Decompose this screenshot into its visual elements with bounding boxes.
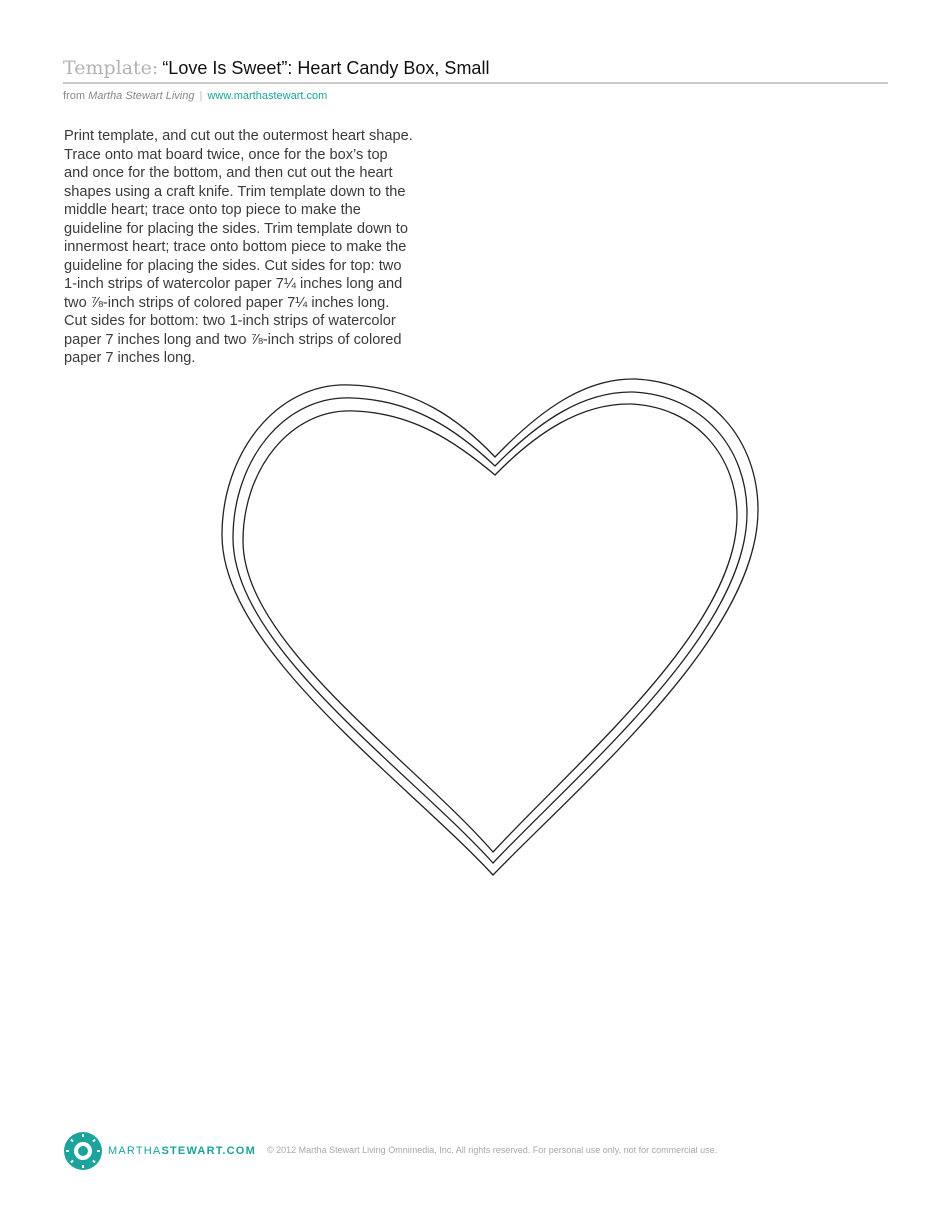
template-title: “Love Is Sweet”: Heart Candy Box, Small [162, 58, 490, 78]
brand-part-martha: MARTHA [108, 1145, 162, 1157]
instructions-block [64, 127, 414, 368]
source-separator: | [199, 90, 203, 102]
instructions-text: Print template, and cut out the outermost heart shape. Trace onto mat board twice, once for the box’s top and once for the bottom, and then cut out the heart shapes using a craft knife. Trim template down to the middle heart; trace onto top piece to make the guideline for placing the sides. Trim template down to innermost heart; trace onto bottom piece to make the guideline for placing the sides. Cut sides for top: two 1-inch strips of watercolor paper 7¼ inches long and two ⅞-inch strips of colored paper 7¼ inches long. Cut sides for bottom: two 1-inch strips of watercolor paper 7 inches long and two ⅞-inch strips of colored paper 7 inches long. [64, 128, 413, 366]
copyright-notice: © 2012 Martha Stewart Living Omnimedia, Inc. All rights reserved. For personal use only, not for commercial use. [267, 1145, 718, 1155]
source-publication: Martha Stewart Living [88, 90, 195, 102]
heart-outline-inner [243, 404, 737, 852]
heart-outline-middle [233, 392, 747, 863]
brand-part-stewart: STEWART.COM [161, 1145, 256, 1157]
template-label: Template: [63, 57, 159, 79]
martha-stewart-seal-icon [63, 1131, 103, 1171]
brand-wordmark[interactable] [108, 1145, 256, 1157]
page-header [63, 55, 888, 84]
source-line [63, 90, 327, 102]
source-url-link[interactable]: www.marthastewart.com [207, 90, 328, 102]
page-title [63, 57, 489, 79]
heart-template-figure [200, 360, 780, 890]
source-from: from [63, 90, 85, 102]
page-footer [63, 1131, 883, 1173]
heart-outline-outer [222, 379, 758, 875]
